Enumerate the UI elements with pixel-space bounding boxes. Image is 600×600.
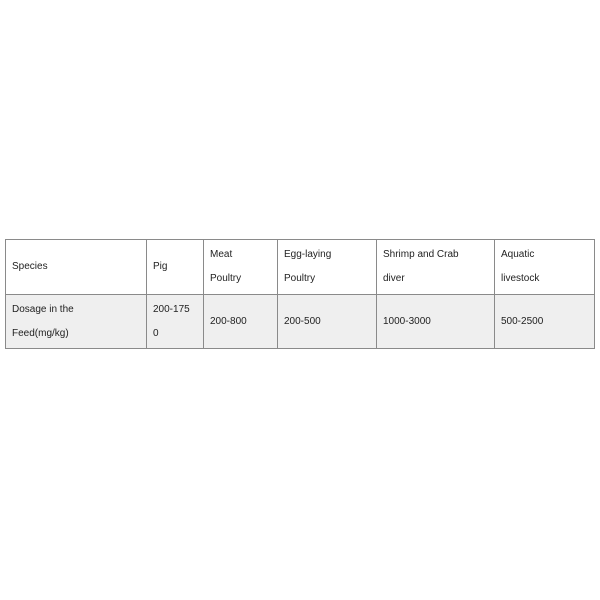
row-label-dosage: Dosage in the Feed(mg/kg): [6, 295, 147, 349]
dosage-table-container: [5, 239, 594, 349]
header-cell-egg-laying-poultry: Egg-laying Poultry: [278, 240, 377, 295]
cell-meat-poultry-dosage: 200-800: [204, 295, 278, 349]
cell-aquatic-livestock-dosage: 500-2500: [495, 295, 595, 349]
header-cell-aquatic-livestock: Aquatic livestock: [495, 240, 595, 295]
table-header-row: [6, 240, 595, 295]
cell-pig-dosage: 200-175 0: [147, 295, 204, 349]
header-cell-species: Species: [6, 240, 147, 295]
cell-egg-laying-poultry-dosage: 200-500: [278, 295, 377, 349]
header-cell-meat-poultry: Meat Poultry: [204, 240, 278, 295]
table-row: [6, 295, 595, 349]
dosage-table: [5, 239, 595, 349]
cell-shrimp-and-crab-dosage: 1000-3000: [377, 295, 495, 349]
header-cell-pig: Pig: [147, 240, 204, 295]
header-cell-shrimp-and-crab: Shrimp and Crab diver: [377, 240, 495, 295]
